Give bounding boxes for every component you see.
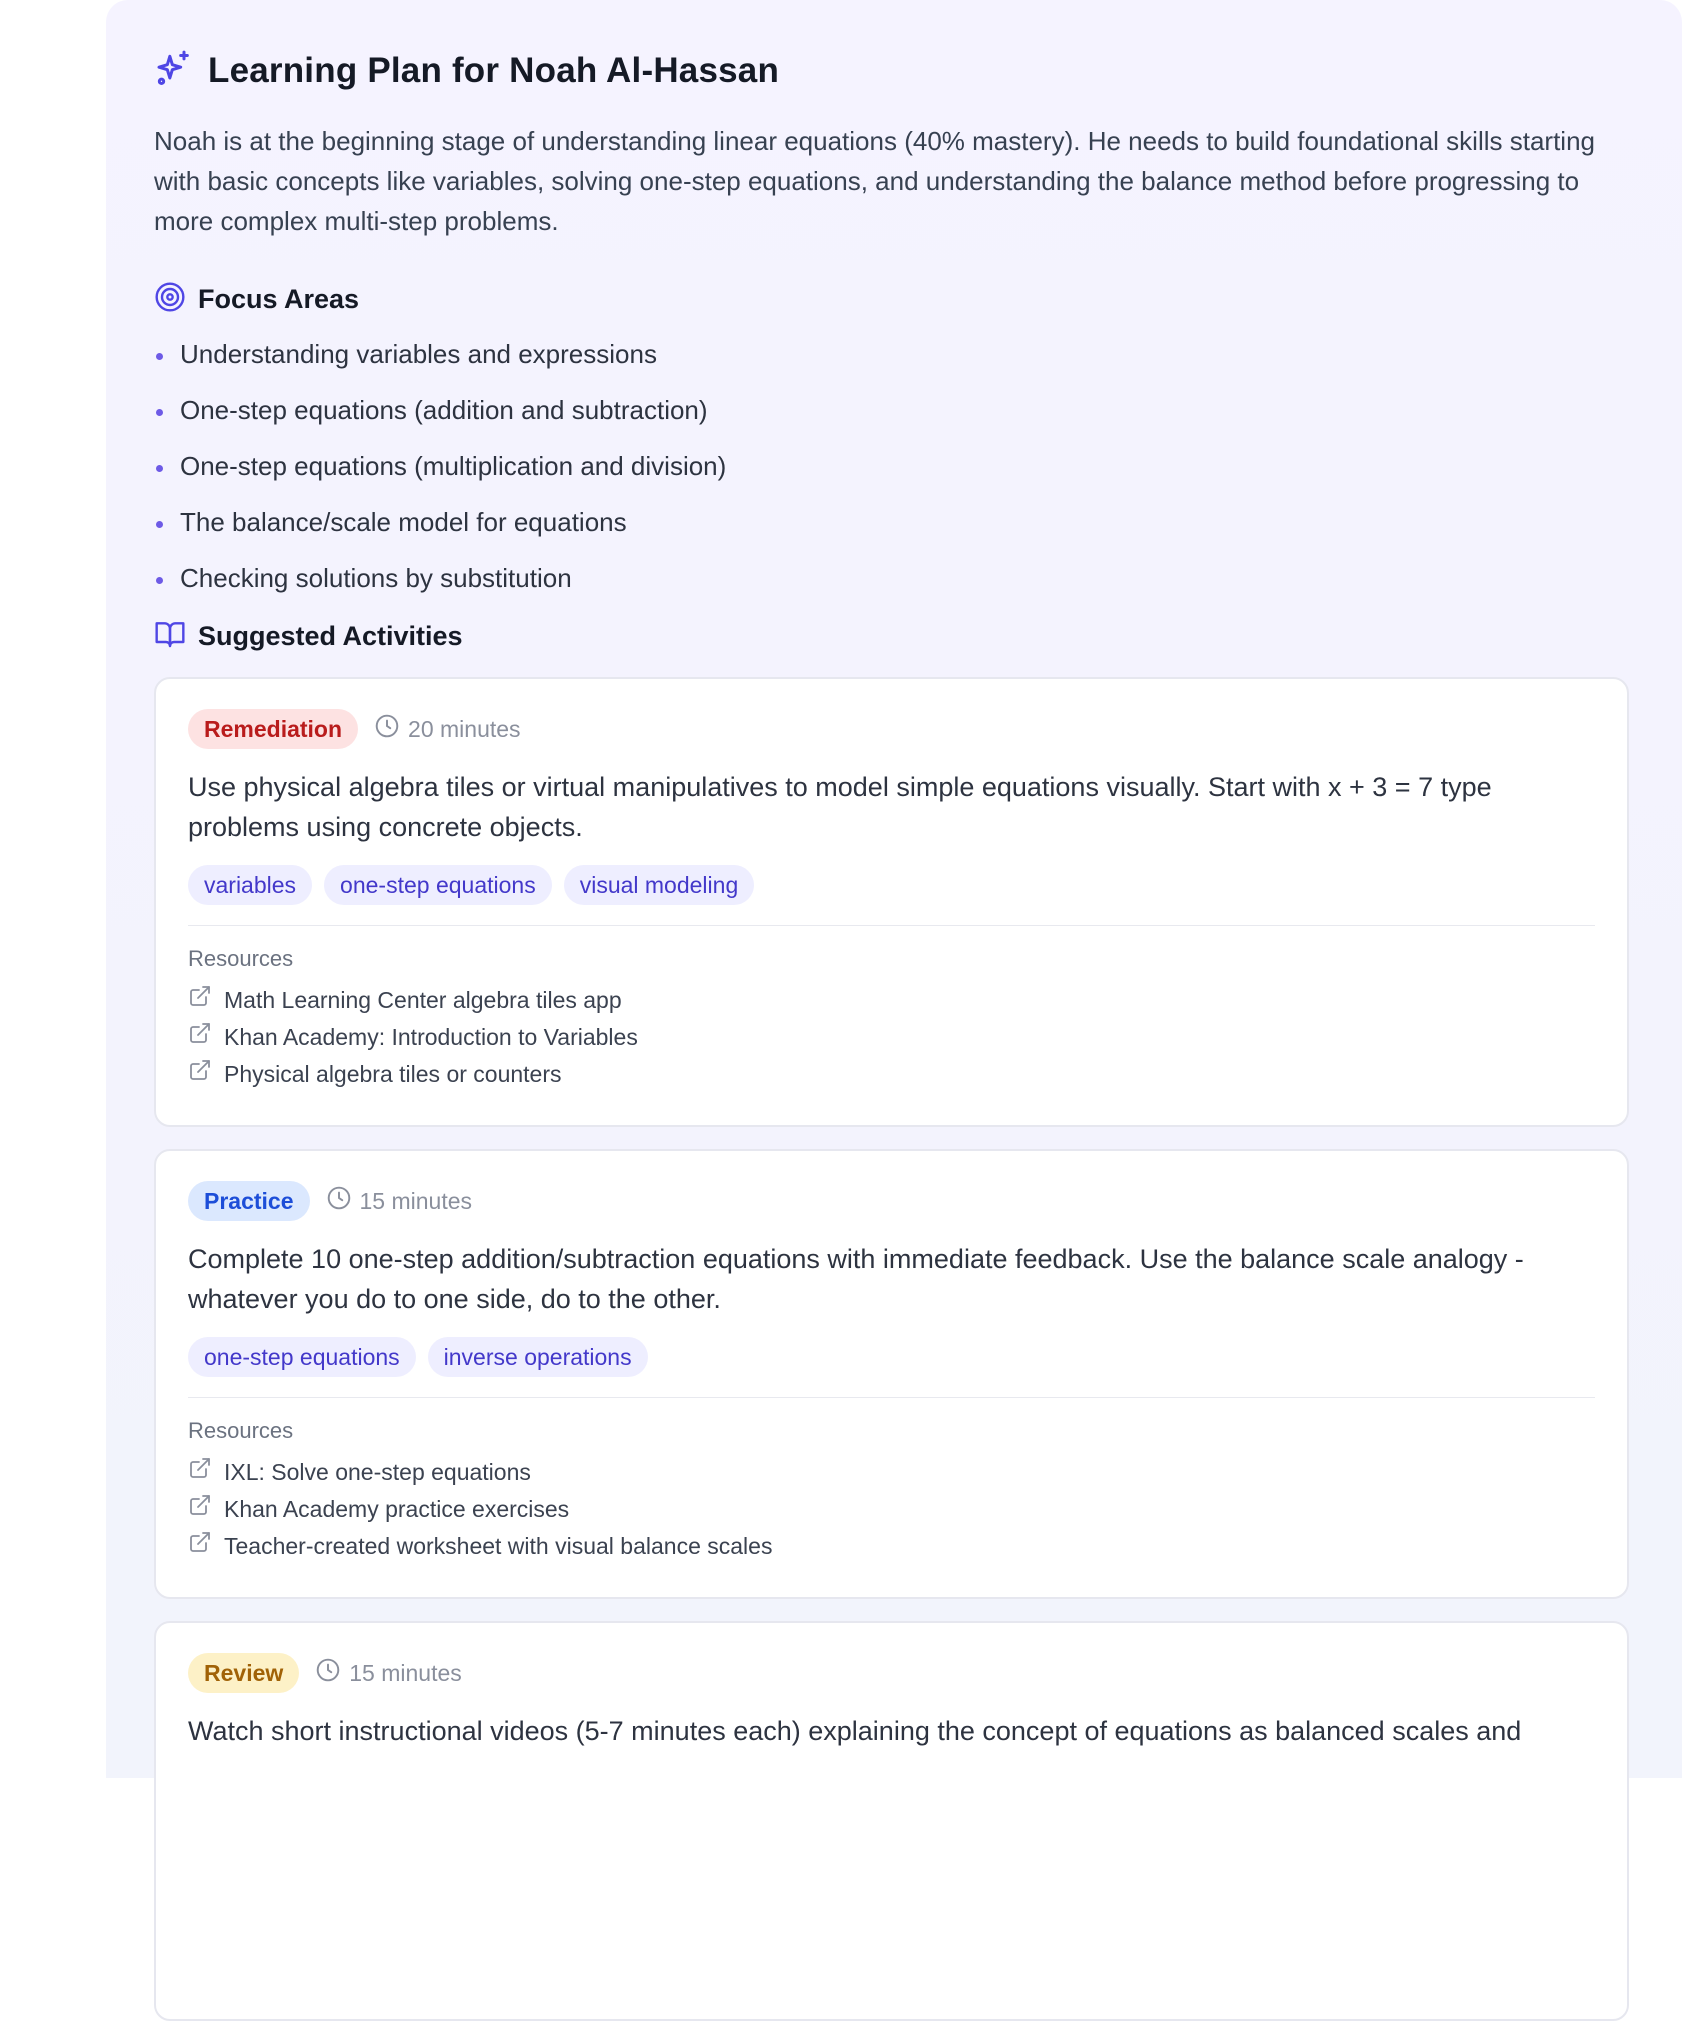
- resource-text: Khan Academy practice exercises: [224, 1495, 570, 1522]
- activity-description: Complete 10 one-step addition/subtraction equations with immediate feedback. Use the balance scale analogy - whatever you do to one side, do to the other.: [188, 1244, 1524, 1314]
- activity-card-practice: [154, 1149, 1629, 1599]
- clock-icon: [374, 713, 400, 745]
- resource-text: Math Learning Center algebra tiles app: [224, 986, 622, 1013]
- focus-areas-list: [154, 336, 1634, 596]
- external-link-icon: [188, 984, 212, 1015]
- page-title: Learning Plan for Noah Al-Hassan: [208, 50, 780, 90]
- resource-text: Physical algebra tiles or counters: [224, 1060, 562, 1087]
- tag: inverse operations: [428, 1337, 648, 1377]
- duration-text: 20 minutes: [408, 715, 521, 742]
- activity-card-header: [188, 1181, 1595, 1221]
- plan-header: [154, 48, 1634, 93]
- focus-item: Understanding variables and expressions: [154, 336, 1634, 372]
- suggested-activities-title: Suggested Activities: [198, 621, 463, 651]
- tag: one-step equations: [324, 865, 552, 905]
- resources-label: Resources: [188, 1418, 294, 1443]
- resources-list: [188, 1456, 1595, 1561]
- resource-text: IXL: Solve one-step equations: [224, 1458, 531, 1485]
- book-open-icon: [154, 618, 186, 655]
- focus-item: The balance/scale model for equations: [154, 504, 1634, 540]
- clock-icon: [315, 1657, 341, 1689]
- external-link-icon: [188, 1021, 212, 1052]
- tag: visual modeling: [564, 865, 755, 905]
- focus-areas-title: Focus Areas: [198, 284, 360, 314]
- divider: [188, 1397, 1595, 1398]
- external-link-icon: [188, 1058, 212, 1089]
- learning-plan-panel: [106, 0, 1682, 1778]
- external-link-icon: [188, 1530, 212, 1561]
- focus-areas-header: [154, 281, 1634, 318]
- divider: [188, 925, 1595, 926]
- plan-summary: Noah is at the beginning stage of understanding linear equations (40% mastery). He needs to build foundational skills starting with basic concepts like variables, solving one-step equations, and understanding the balance method before progressing to more complex multi-step problems.: [154, 126, 1595, 236]
- activity-type-badge: Remediation: [188, 709, 358, 749]
- clock-icon: [326, 1185, 352, 1217]
- resource-link[interactable]: [188, 1021, 1595, 1052]
- activity-type-badge: Review: [188, 1653, 299, 1693]
- tag: one-step equations: [188, 1337, 416, 1377]
- external-link-icon: [188, 1456, 212, 1487]
- duration-text: 15 minutes: [349, 1659, 462, 1686]
- activity-card-header: [188, 709, 1595, 749]
- activity-tags: [188, 1337, 1595, 1377]
- suggested-activities-header: [154, 618, 1634, 655]
- activity-duration: [374, 713, 521, 745]
- target-icon: [154, 281, 186, 318]
- activity-description: Watch short instructional videos (5-7 minutes each) explaining the concept of equations as balanced scales and: [188, 1716, 1522, 1746]
- activity-card-header: [188, 1653, 1595, 1693]
- activity-type-badge: Practice: [188, 1181, 310, 1221]
- activity-description: Use physical algebra tiles or virtual manipulatives to model simple equations visually. Start with x + 3 = 7 type problems using concrete objects.: [188, 772, 1492, 842]
- duration-text: 15 minutes: [359, 1187, 473, 1214]
- resource-link[interactable]: [188, 1530, 1595, 1561]
- resource-text: Teacher-created worksheet with visual balance scales: [224, 1532, 773, 1559]
- resources-label: Resources: [188, 946, 294, 971]
- activity-duration: [326, 1185, 473, 1217]
- resource-link[interactable]: [188, 1058, 1595, 1089]
- resource-link[interactable]: [188, 984, 1595, 1015]
- focus-item: One-step equations (multiplication and division): [154, 448, 1634, 484]
- focus-item: One-step equations (addition and subtraction): [154, 392, 1634, 428]
- external-link-icon: [188, 1493, 212, 1524]
- tag: variables: [188, 865, 312, 905]
- resource-link[interactable]: [188, 1456, 1595, 1487]
- sparkles-icon: [154, 48, 194, 93]
- activity-card-remediation: [154, 677, 1629, 1127]
- activity-card-review: [154, 1621, 1629, 2021]
- resources-list: [188, 984, 1595, 1089]
- activity-duration: [315, 1657, 462, 1689]
- focus-item: Checking solutions by substitution: [154, 560, 1634, 596]
- activity-tags: [188, 865, 1595, 905]
- resource-link[interactable]: [188, 1493, 1595, 1524]
- resource-text: Khan Academy: Introduction to Variables: [224, 1023, 638, 1050]
